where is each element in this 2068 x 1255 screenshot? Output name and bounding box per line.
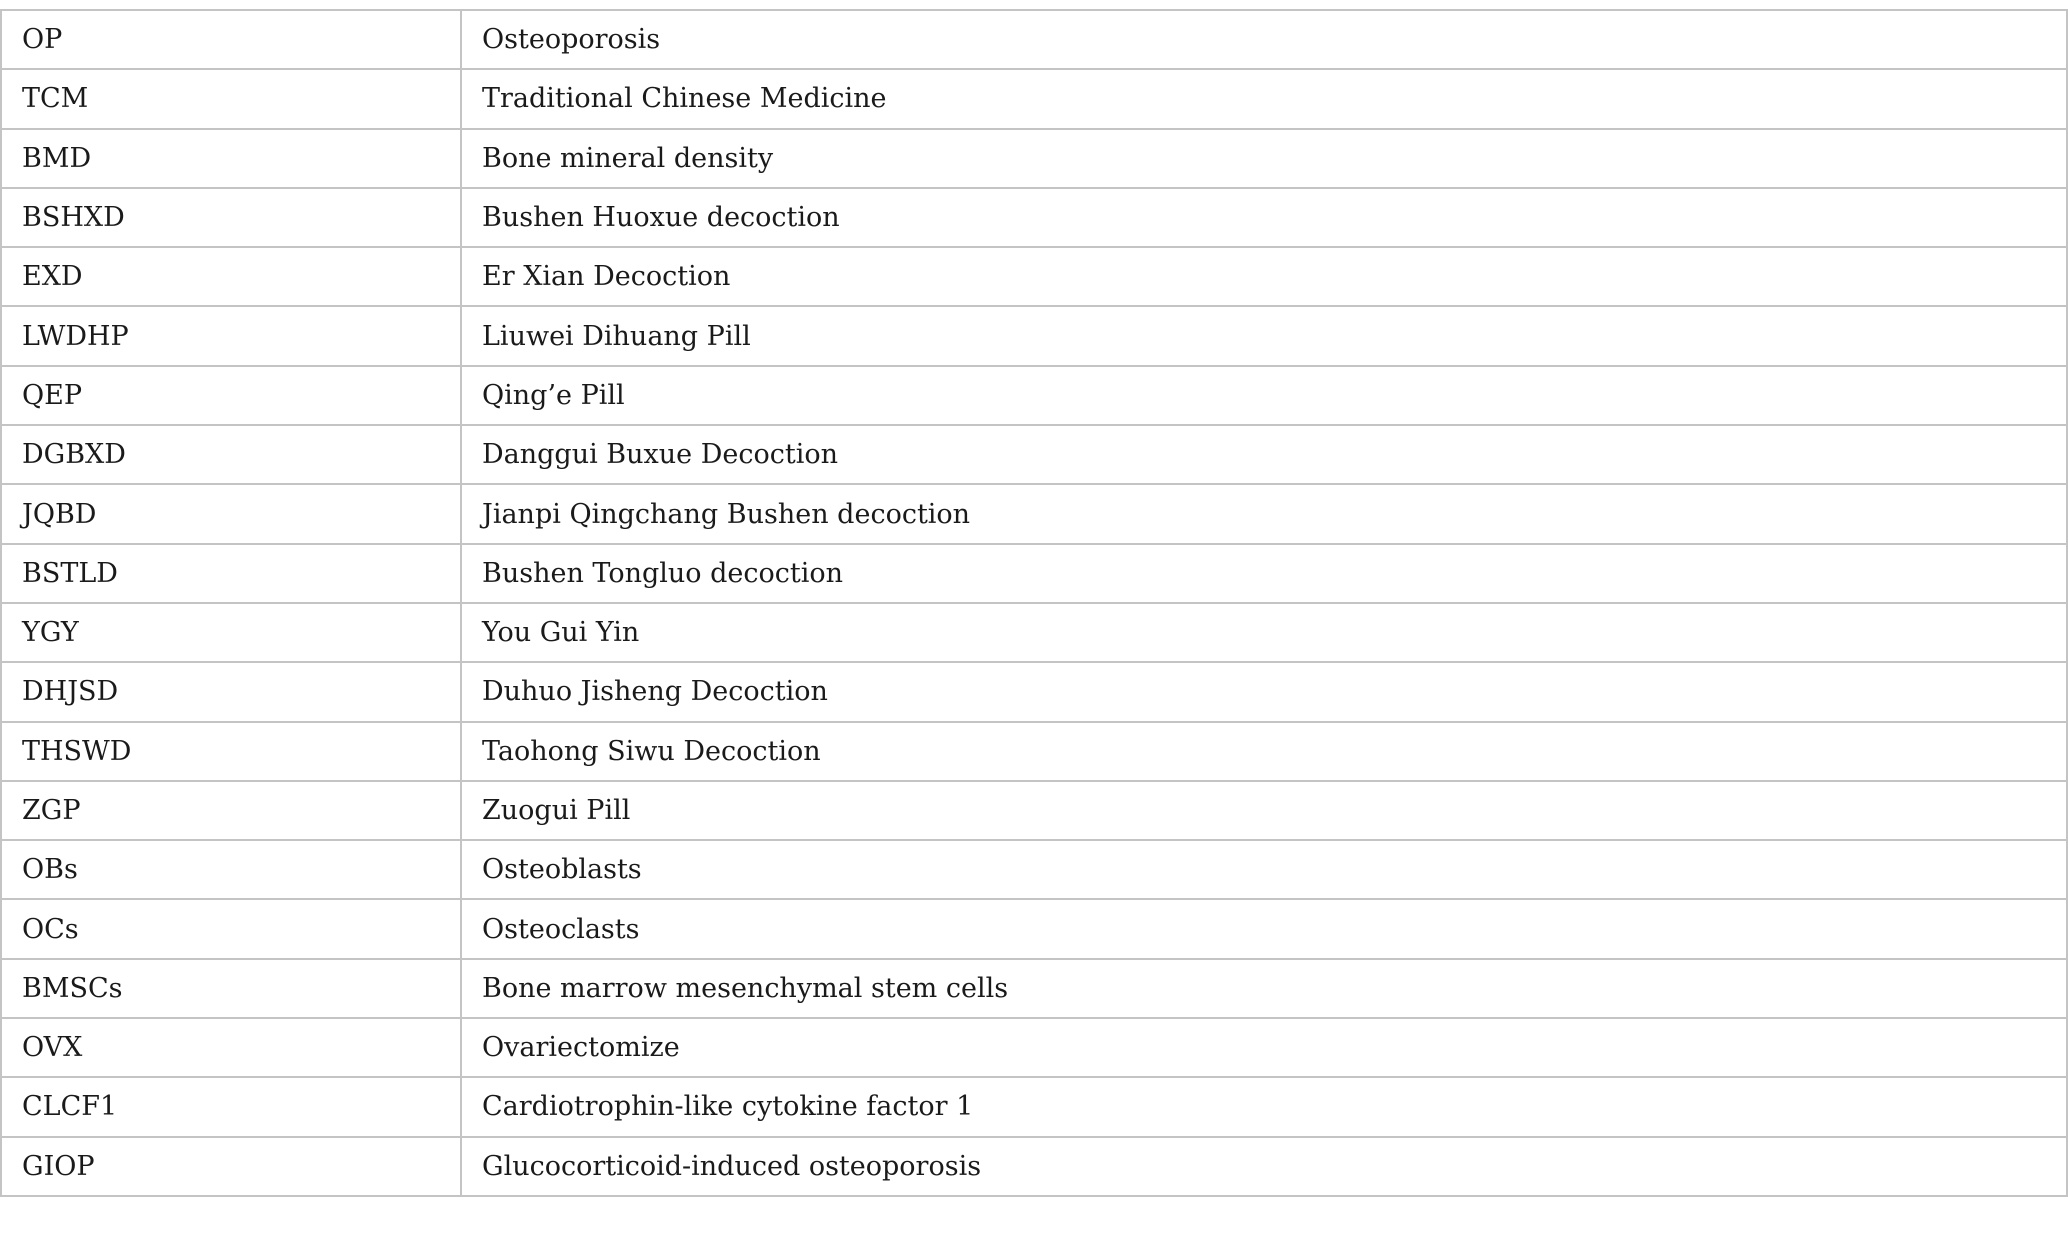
abbreviation-cell: OCs [1,899,461,958]
table-row [1,306,2067,365]
table-body [1,10,2067,1196]
abbreviation-cell: GIOP [1,1137,461,1196]
full-name-cell: Bushen Huoxue decoction [461,188,2067,247]
abbreviation-cell: BMSCs [1,959,461,1018]
full-name-cell: Bone mineral density [461,129,2067,188]
abbreviation-cell: LWDHP [1,306,461,365]
abbreviation-cell: BSHXD [1,188,461,247]
table-row [1,1018,2067,1077]
table-row [1,188,2067,247]
full-name-cell: Traditional Chinese Medicine [461,69,2067,128]
full-name-cell: Liuwei Dihuang Pill [461,306,2067,365]
table-row [1,781,2067,840]
table-row [1,840,2067,899]
abbreviation-cell: QEP [1,366,461,425]
abbreviations-table [0,9,2068,1197]
table-row [1,247,2067,306]
table-row [1,662,2067,721]
full-name-cell: Danggui Buxue Decoction [461,425,2067,484]
full-name-cell: Osteoblasts [461,840,2067,899]
table-row [1,603,2067,662]
full-name-cell: Zuogui Pill [461,781,2067,840]
full-name-cell: You Gui Yin [461,603,2067,662]
table-row [1,544,2067,603]
abbreviation-cell: OVX [1,1018,461,1077]
abbreviation-cell: BSTLD [1,544,461,603]
full-name-cell: Osteoporosis [461,10,2067,69]
abbreviation-cell: CLCF1 [1,1077,461,1136]
table-row [1,959,2067,1018]
full-name-cell: Qing’e Pill [461,366,2067,425]
table-row [1,366,2067,425]
abbreviation-cell: ZGP [1,781,461,840]
full-name-cell: Glucocorticoid-induced osteoporosis [461,1137,2067,1196]
abbreviation-cell: BMD [1,129,461,188]
full-name-cell: Osteoclasts [461,899,2067,958]
abbreviation-cell: EXD [1,247,461,306]
abbreviation-cell: DGBXD [1,425,461,484]
full-name-cell: Bone marrow mesenchymal stem cells [461,959,2067,1018]
abbreviation-cell: TCM [1,69,461,128]
full-name-cell: Ovariectomize [461,1018,2067,1077]
full-name-cell: Duhuo Jisheng Decoction [461,662,2067,721]
abbreviation-cell: DHJSD [1,662,461,721]
abbreviation-cell: OBs [1,840,461,899]
table-row [1,484,2067,543]
full-name-cell: Bushen Tongluo decoction [461,544,2067,603]
table-row [1,10,2067,69]
full-name-cell: Cardiotrophin-like cytokine factor 1 [461,1077,2067,1136]
full-name-cell: Taohong Siwu Decoction [461,722,2067,781]
table-row [1,899,2067,958]
abbreviation-cell: YGY [1,603,461,662]
table-row [1,69,2067,128]
table-row [1,129,2067,188]
table-row [1,425,2067,484]
table-row [1,1137,2067,1196]
full-name-cell: Jianpi Qingchang Bushen decoction [461,484,2067,543]
abbreviation-cell: OP [1,10,461,69]
abbreviation-cell: THSWD [1,722,461,781]
full-name-cell: Er Xian Decoction [461,247,2067,306]
table-row [1,1077,2067,1136]
table-row [1,722,2067,781]
abbreviations-table-container [0,9,2066,1197]
abbreviation-cell: JQBD [1,484,461,543]
